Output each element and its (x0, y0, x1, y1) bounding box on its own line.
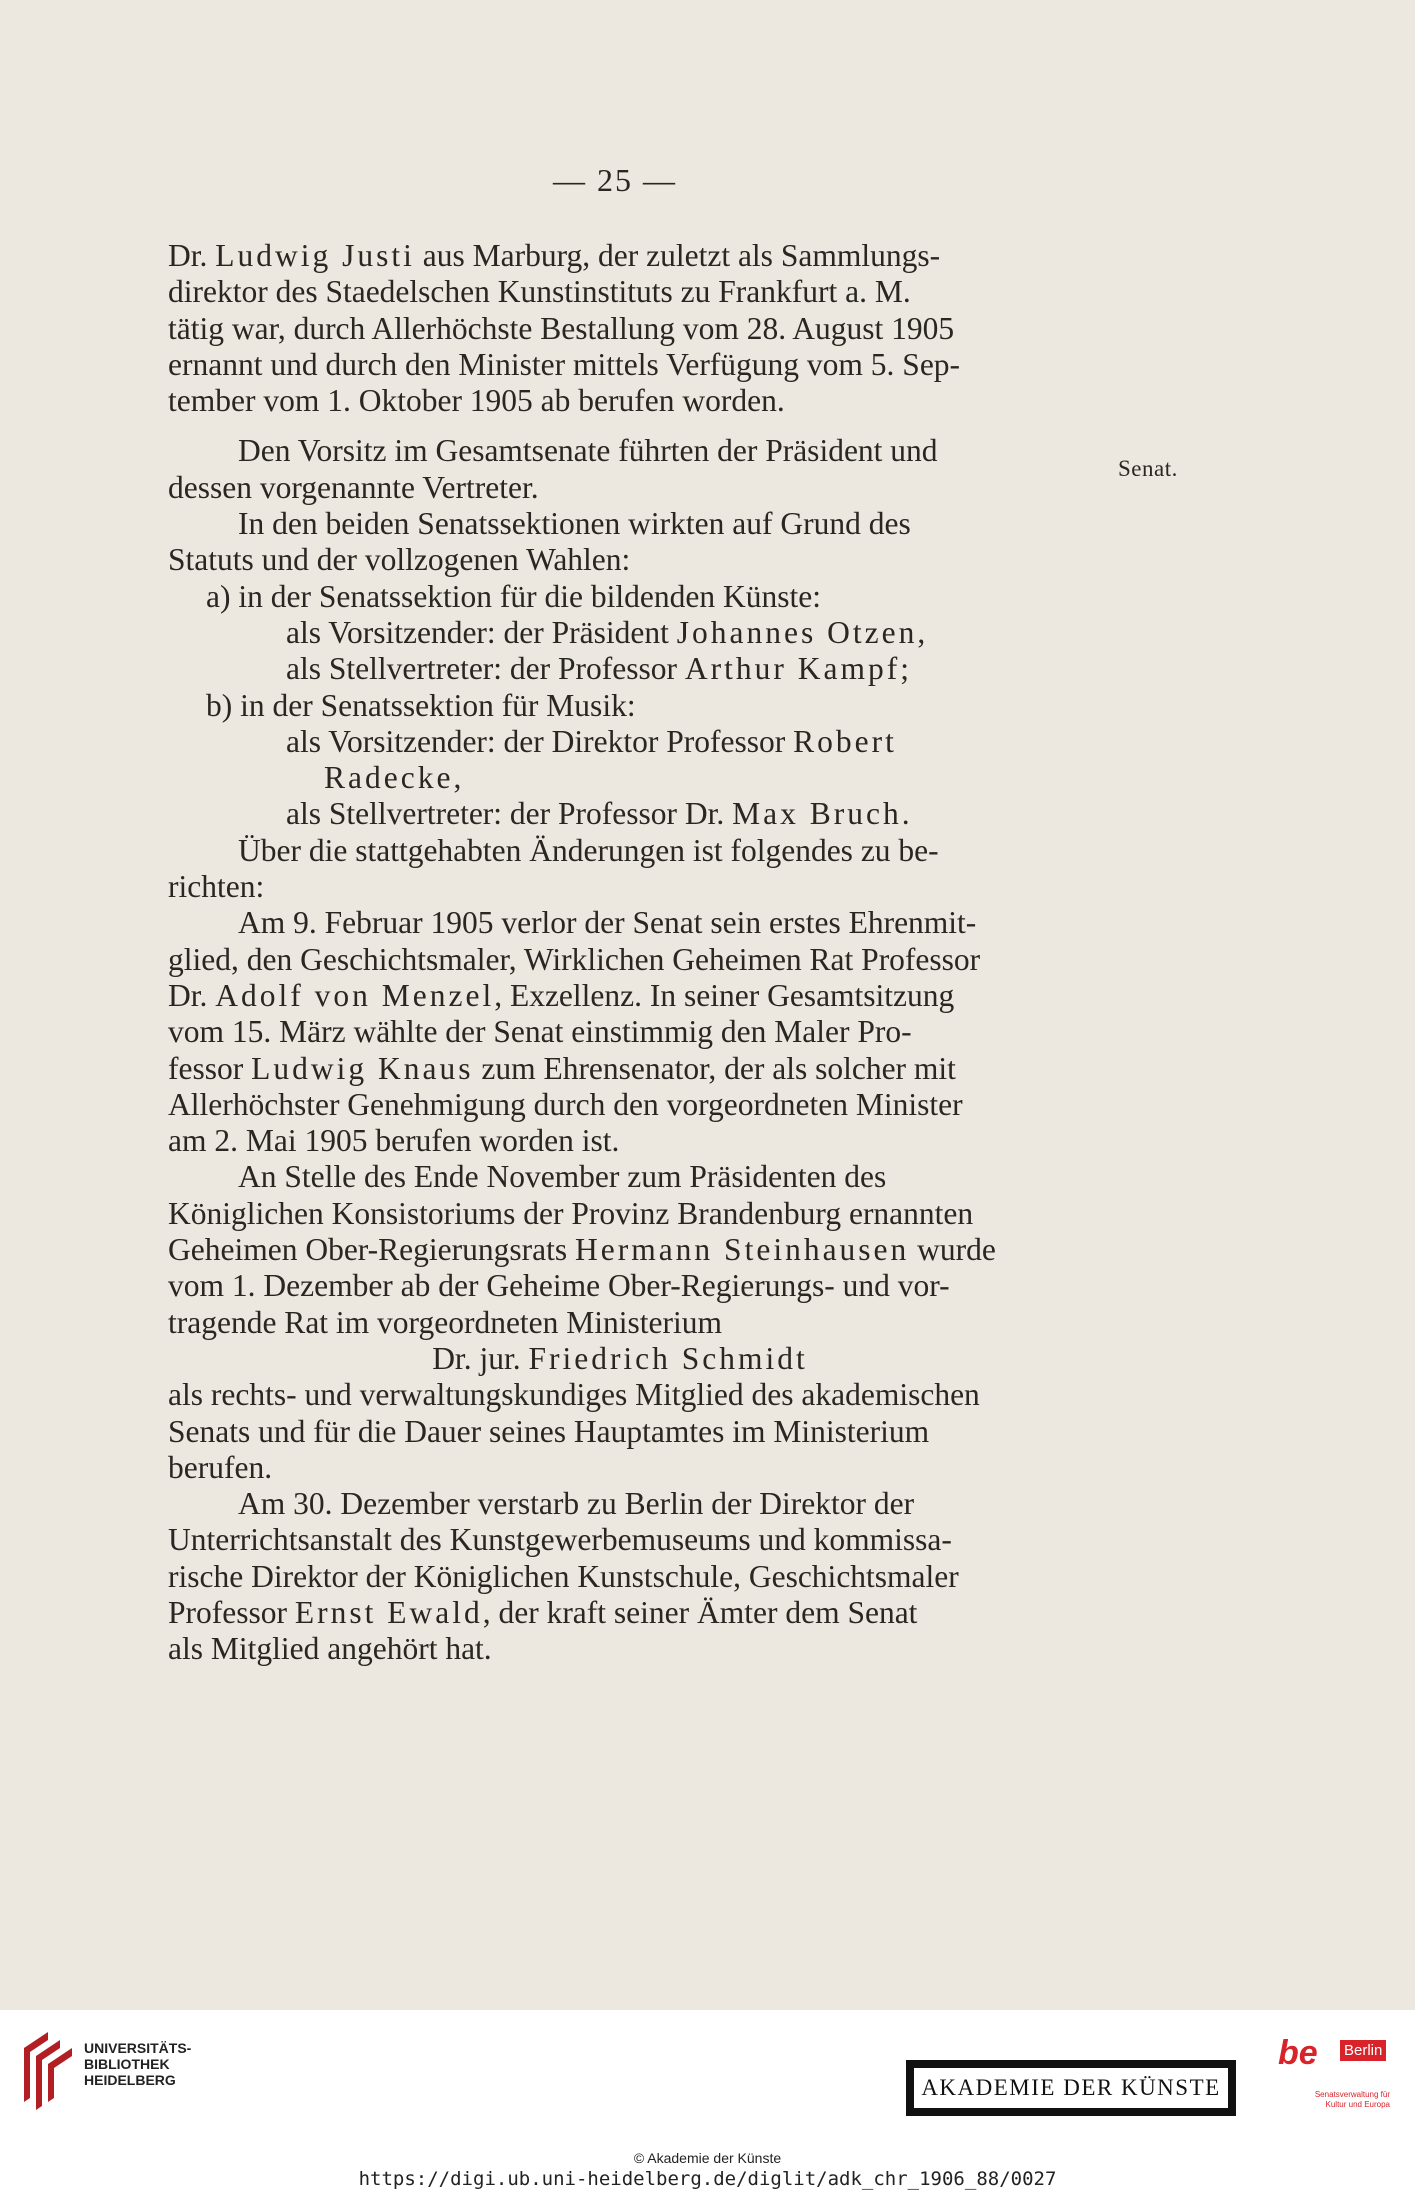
text-line: tätig war, durch Allerhöchste Bestallung vom 28. August 1905 (168, 310, 955, 346)
text-line: Statuts und der vollzogenen Wahlen: (168, 542, 631, 578)
text-line: Senats und für die Dauer seines Hauptamtes im Ministerium (168, 1413, 930, 1449)
text-line: als rechts- und verwaltungskundiges Mitglied des akademischen (168, 1377, 980, 1413)
text-line: Dr. Adolf von Menzel, Exzellenz. In seiner Gesamtsitzung (168, 977, 955, 1013)
university-library-name: UNIVERSITÄTS- BIBLIOTHEK HEIDELBERG (84, 2040, 192, 2088)
text-line: tember vom 1. Oktober 1905 ab berufen worden. (168, 383, 785, 419)
text-line: Unterrichtsanstalt des Kunstgewerbemuseums und kommissa- (168, 1522, 952, 1558)
text-line: Geheimen Ober-Regierungsrats Hermann Steinhausen wurde (168, 1232, 996, 1268)
akademie-label: AKADEMIE DER KÜNSTE (914, 2068, 1228, 2108)
margin-note-senat: Senat. (1118, 456, 1178, 481)
be-berlin-tag: Berlin (1340, 2040, 1386, 2061)
be-word: be (1278, 2034, 1318, 2072)
text-line: b) in der Senatssektion für Musik: (206, 687, 636, 723)
text-line: als Mitglied angehört hat. (168, 1631, 492, 1667)
text-line: rische Direktor der Königlichen Kunstschule, Geschichtsmaler (168, 1558, 959, 1594)
text-line: In den beiden Senatssektionen wirkten auf Grund des (238, 506, 911, 542)
text-line: Dr. jur. Friedrich Schmidt (432, 1340, 808, 1376)
text-line: fessor Ludwig Knaus zum Ehrensenator, der als solcher mit (168, 1050, 956, 1086)
text-line: als Stellvertreter: der Professor Arthur Kampf; (286, 651, 909, 687)
text-line: glied, den Geschichtsmaler, Wirklichen Geheimen Rat Professor (168, 941, 981, 977)
text-line: dessen vorgenannte Vertreter. (168, 469, 539, 505)
text-line: Radecke, (324, 760, 462, 796)
text-line: direktor des Staedelschen Kunstinstituts zu Frankfurt a. M. (168, 274, 911, 310)
permalink-url[interactable]: https://digi.ub.uni-heidelberg.de/diglit/adk_chr_1906_88/0027 (358, 2168, 1057, 2190)
text-line: ernannt und durch den Minister mittels Verfügung vom 5. Sep- (168, 346, 961, 382)
text-line: am 2. Mai 1905 berufen worden ist. (168, 1123, 620, 1159)
text-line: Am 30. Dezember verstarb zu Berlin der Direktor der (238, 1486, 915, 1522)
be-berlin-logo[interactable] (1278, 2034, 1390, 2124)
body-text (168, 238, 1072, 1668)
text-line: vom 15. März wählte der Senat einstimmig den Maler Pro- (168, 1014, 912, 1050)
footer-bar (0, 2010, 1415, 2192)
copyright-text: © Akademie der Künste (633, 2150, 782, 2166)
text-line: als Vorsitzender: der Präsident Johannes Otzen, (286, 614, 926, 650)
text-line: als Vorsitzender: der Direktor Professor Robert (286, 723, 897, 759)
text-line: Dr. Ludwig Justi aus Marburg, der zuletzt als Sammlungs- (168, 238, 941, 273)
text-line: Königlichen Konsistoriums der Provinz Brandenburg ernannten (168, 1195, 974, 1231)
text-line: An Stelle des Ende November zum Präsidenten des (238, 1159, 887, 1195)
text-line: berufen. (168, 1449, 273, 1485)
university-library-logo-icon[interactable] (14, 2028, 76, 2112)
text-line: Am 9. Februar 1905 verlor der Senat sein erstes Ehrenmit- (238, 905, 977, 941)
text-line: a) in der Senatssektion für die bildenden Künste: (206, 578, 821, 614)
text-line: vom 1. Dezember ab der Geheime Ober-Regierungs- und vor- (168, 1268, 950, 1304)
text-line: Allerhöchster Genehmigung durch den vorgeordneten Minister (168, 1086, 963, 1122)
text-line: tragende Rat im vorgeordneten Ministerium (168, 1304, 723, 1340)
text-line: Den Vorsitz im Gesamtsenate führten der Präsident und (238, 433, 938, 469)
text-line: Über die stattgehabten Änderungen ist folgendes zu be- (238, 832, 939, 868)
page-number: — 25 — (553, 162, 677, 198)
text-line: als Stellvertreter: der Professor Dr. Max Bruch. (286, 796, 910, 832)
akademie-logo[interactable] (906, 2060, 1236, 2116)
text-line: richten: (168, 869, 265, 905)
text-line: Professor Ernst Ewald, der kraft seiner Ämter dem Senat (168, 1594, 918, 1630)
be-subtitle: Senatsverwaltung für Kultur und Europa (1314, 2090, 1390, 2109)
